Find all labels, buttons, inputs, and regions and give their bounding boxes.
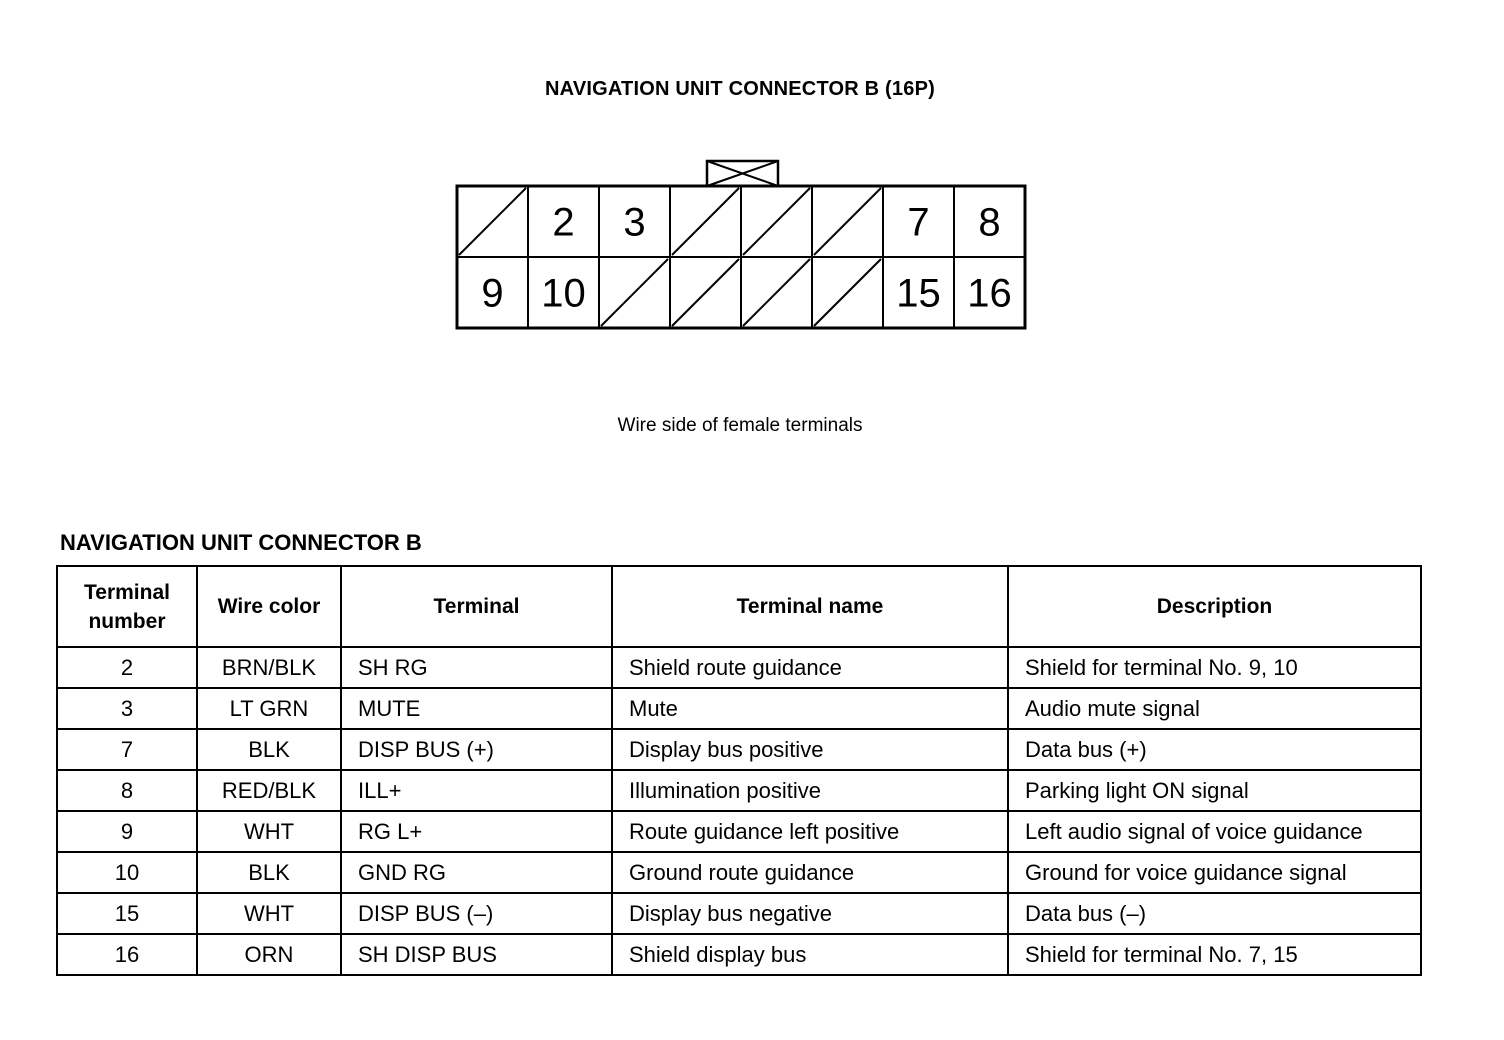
cell-terminal-name: Shield route guidance: [612, 647, 1008, 688]
cell-terminal-name: Route guidance left positive: [612, 811, 1008, 852]
cell-wire-color: BLK: [197, 729, 341, 770]
terminal-number-label: 9: [481, 271, 504, 316]
cell-wire-color: ORN: [197, 934, 341, 975]
terminal-number-label: 2: [552, 200, 575, 245]
terminal-number-label: 7: [907, 200, 930, 245]
cell-terminal-name: Ground route guidance: [612, 852, 1008, 893]
cell-terminal-number: 3: [57, 688, 197, 729]
cell-description: Ground for voice guidance signal: [1008, 852, 1421, 893]
table-header-row: [57, 566, 1421, 647]
connector-face: [440, 150, 1040, 350]
header-terminal-number: Terminal number: [57, 566, 197, 647]
cell-wire-color: BRN/BLK: [197, 647, 341, 688]
cell-description: Data bus (–): [1008, 893, 1421, 934]
cell-terminal-name: Illumination positive: [612, 770, 1008, 811]
table-row: [57, 811, 1421, 852]
cell-terminal: GND RG: [341, 852, 612, 893]
locking-tab: [707, 161, 778, 186]
table-row: [57, 852, 1421, 893]
cell-terminal: ILL+: [341, 770, 612, 811]
pinout-table: [56, 565, 1422, 976]
cell-terminal-number: 7: [57, 729, 197, 770]
table-row: [57, 729, 1421, 770]
table-title: NAVIGATION UNIT CONNECTOR B: [60, 530, 422, 555]
cell-description: Left audio signal of voice guidance: [1008, 811, 1421, 852]
cell-description: Shield for terminal No. 7, 15: [1008, 934, 1421, 975]
cell-terminal-name: Display bus positive: [612, 729, 1008, 770]
cell-terminal-number: 16: [57, 934, 197, 975]
terminal-number-label: 16: [967, 271, 1012, 316]
cell-terminal: RG L+: [341, 811, 612, 852]
table-row: [57, 647, 1421, 688]
cell-terminal-number: 10: [57, 852, 197, 893]
header-description: Description: [1008, 566, 1421, 647]
cell-wire-color: LT GRN: [197, 688, 341, 729]
connector-caption: Wire side of female terminals: [617, 415, 863, 436]
terminal-number-label: 10: [541, 271, 586, 316]
cell-terminal-number: 8: [57, 770, 197, 811]
header-terminal-name: Terminal name: [612, 566, 1008, 647]
cell-description: Parking light ON signal: [1008, 770, 1421, 811]
cell-terminal: DISP BUS (–): [341, 893, 612, 934]
cell-terminal: SH RG: [341, 647, 612, 688]
terminal-number-label: 8: [978, 200, 1001, 245]
cell-terminal-number: 15: [57, 893, 197, 934]
terminal-number-label: 3: [623, 200, 646, 245]
header-wire-color: Wire color: [197, 566, 341, 647]
table-row: [57, 688, 1421, 729]
terminal-number-label: 15: [896, 271, 941, 316]
connector-diagram: [440, 150, 1040, 350]
cell-wire-color: RED/BLK: [197, 770, 341, 811]
cell-wire-color: WHT: [197, 811, 341, 852]
cell-terminal: DISP BUS (+): [341, 729, 612, 770]
table-row: [57, 934, 1421, 975]
cell-description: Audio mute signal: [1008, 688, 1421, 729]
header-terminal: Terminal: [341, 566, 612, 647]
table-row: [57, 893, 1421, 934]
cell-terminal: MUTE: [341, 688, 612, 729]
cell-wire-color: BLK: [197, 852, 341, 893]
cell-terminal-name: Mute: [612, 688, 1008, 729]
cell-description: Data bus (+): [1008, 729, 1421, 770]
cell-terminal-number: 9: [57, 811, 197, 852]
table-row: [57, 770, 1421, 811]
diagram-title: NAVIGATION UNIT CONNECTOR B (16P): [545, 78, 935, 100]
cell-terminal-name: Shield display bus: [612, 934, 1008, 975]
cell-terminal-name: Display bus negative: [612, 893, 1008, 934]
cell-description: Shield for terminal No. 9, 10: [1008, 647, 1421, 688]
cell-terminal-number: 2: [57, 647, 197, 688]
cell-wire-color: WHT: [197, 893, 341, 934]
cell-terminal: SH DISP BUS: [341, 934, 612, 975]
